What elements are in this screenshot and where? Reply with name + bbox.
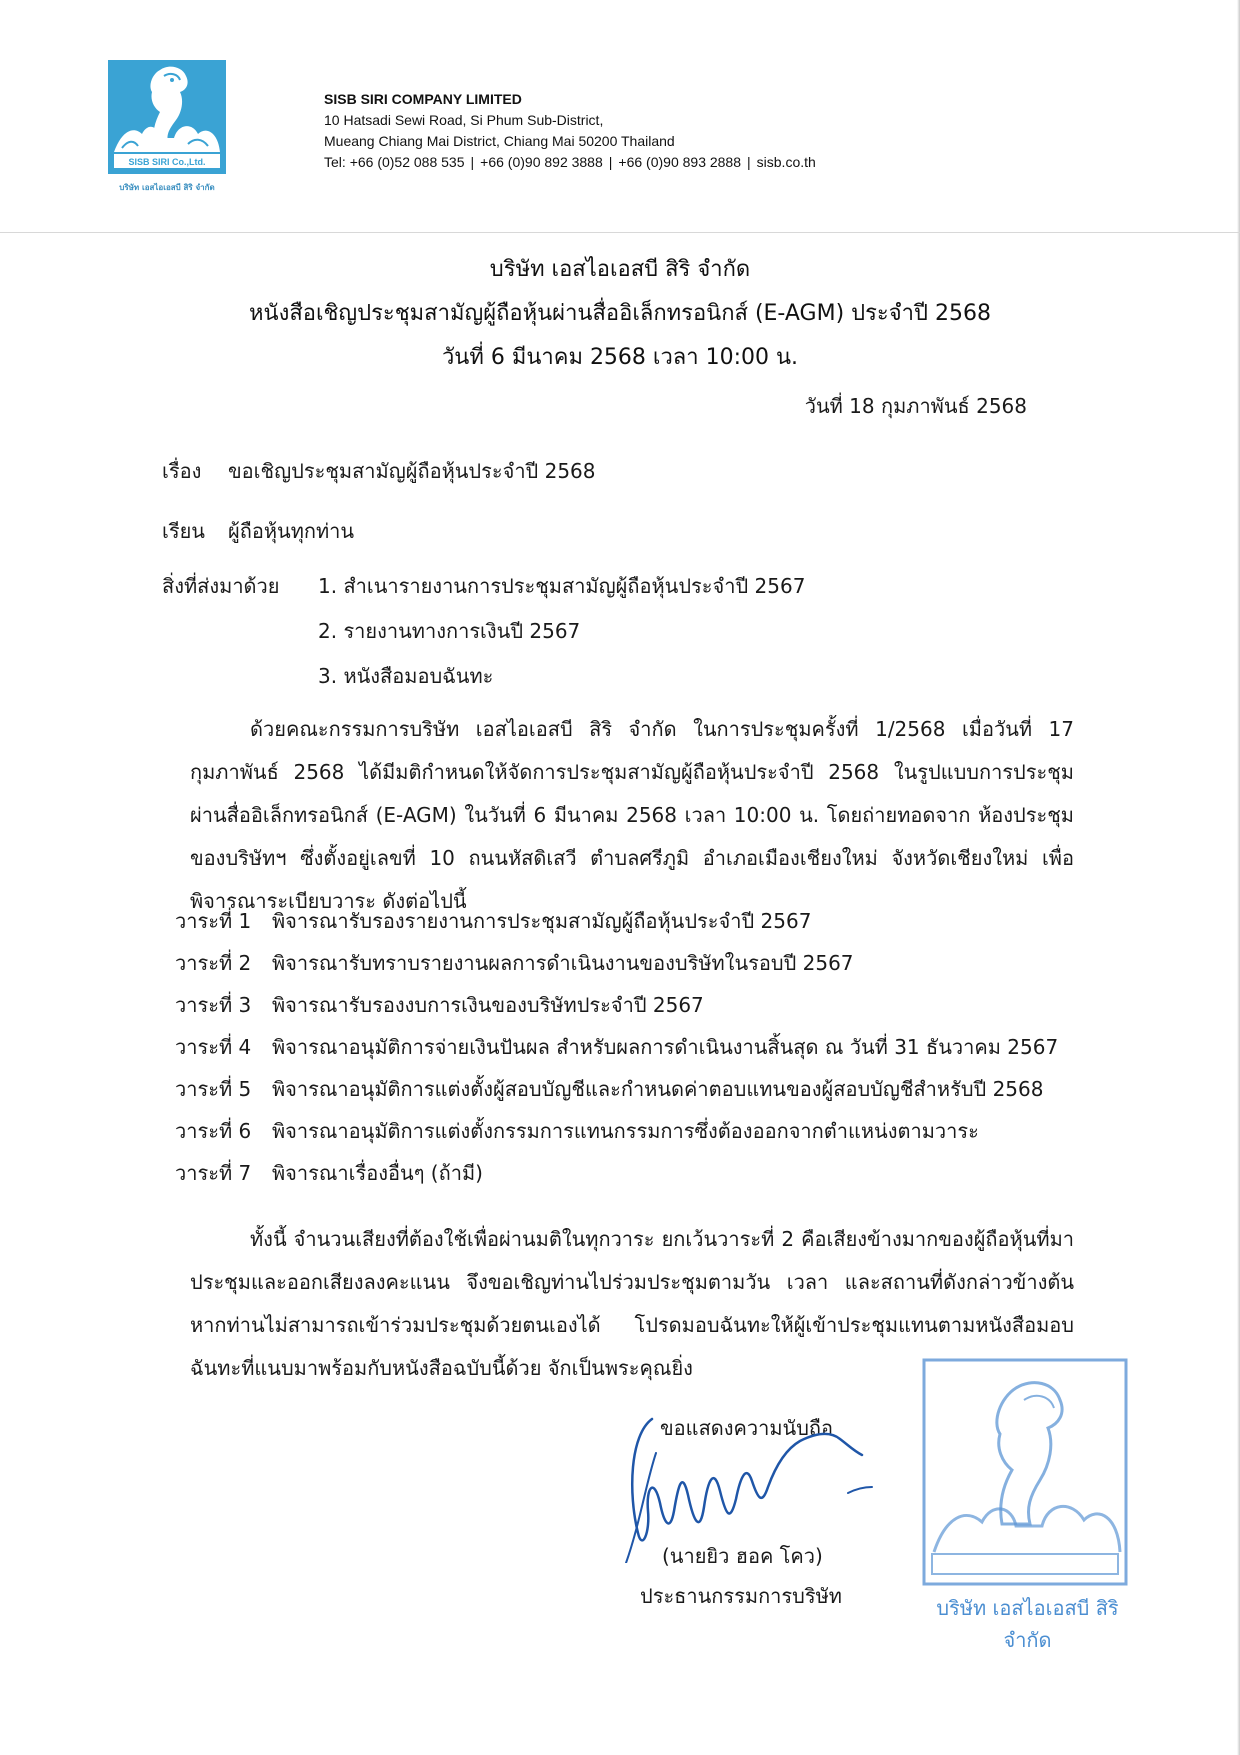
to-text: ผู้ถือหุ้นทุกท่าน — [228, 519, 355, 543]
agenda-text: พิจารณาอนุมัติการแต่งตั้งผู้สอบบัญชีและกำหนดค่าตอบแทนของผู้สอบบัญชีสำหรับปี 2568 — [272, 1077, 1044, 1101]
agenda-text: พิจารณาอนุมัติการแต่งตั้งกรรมการแทนกรรมการซึ่งต้องออกจากตำแหน่งตามวาระ — [272, 1119, 979, 1143]
phone-3: +66 (0)90 893 2888 — [618, 154, 742, 170]
letterhead-divider — [0, 232, 1240, 233]
agenda-no: วาระที่ 4 — [175, 1035, 252, 1059]
phone-1: +66 (0)52 088 535 — [349, 154, 465, 170]
subject-label: เรื่อง — [162, 459, 202, 483]
agenda-text: พิจารณารับรองรายงานการประชุมสามัญผู้ถือหุ้นประจำปี 2567 — [272, 909, 812, 933]
signatory-title: ประธานกรรมการบริษัท — [640, 1584, 842, 1608]
agenda-text: พิจารณาเรื่องอื่นๆ (ถ้ามี) — [272, 1161, 483, 1185]
company-name: SISB SIRI COMPANY LIMITED — [324, 91, 522, 107]
address-line-2: Mueang Chiang Mai District, Chiang Mai 50200 Thailand — [324, 133, 675, 149]
title-subject: หนังสือเชิญประชุมสามัญผู้ถือหุ้นผ่านสื่ออิเล็กทรอนิกส์ (E-AGM) ประจำปี 2568 — [249, 301, 991, 326]
company-stamp — [920, 1356, 1130, 1588]
signatory-name: (นายยิว ฮอค โคว) — [662, 1544, 823, 1568]
enclosures-label: สิ่งที่ส่งมาด้วย — [162, 574, 280, 598]
agenda-text: พิจารณาอนุมัติการจ่ายเงินปันผล สำหรับผลการดำเนินงานสิ้นสุด ณ วันที่ 31 ธันวาคม 2567 — [272, 1035, 1059, 1059]
title-company: บริษัท เอสไอเอสบี สิริ จำกัด — [489, 257, 751, 282]
enclosure-item: 2. รายงานทางการเงินปี 2567 — [318, 619, 581, 643]
subject-text: ขอเชิญประชุมสามัญผู้ถือหุ้นประจำปี 2568 — [228, 459, 596, 483]
tel-label: Tel: — [324, 154, 346, 170]
website: sisb.co.th — [756, 154, 816, 170]
body-paragraph-1 — [190, 708, 1074, 923]
phone-2: +66 (0)90 892 3888 — [480, 154, 603, 170]
agenda-text: พิจารณารับทราบรายงานผลการดำเนินงานของบริษัทในรอบปี 2567 — [272, 951, 854, 975]
para2-text: ทั้งนี้ จำนวนเสียงที่ต้องใช้เพื่อผ่านมติในทุกวาระ ยกเว้นวาระที่ 2 คือเสียงข้างมากของผู้ถือหุ้นที่มาประชุมและออกเสียงลงคะแนน จึงขอเชิญท่านไปร่วมประชุมตามวัน เวลา และสถานที่ดังกล่าวข้างต้น หากท่านไม่สามารถเข้าร่วมประชุมด้วยตนเองได้ โปรดมอบฉันทะให้ผู้เข้าประชุมแทนตามหนังสือมอบฉันทะที่แนบมาพร้อมกับหนังสือฉบับนี้ด้วย จักเป็นพระคุณยิ่ง — [190, 1227, 1074, 1380]
address-line-1: 10 Hatsadi Sewi Road, Si Phum Sub-District, — [324, 112, 604, 128]
agenda-no: วาระที่ 3 — [175, 993, 252, 1017]
company-info — [324, 89, 816, 173]
company-logo — [108, 60, 226, 174]
title-meeting-date: วันที่ 6 มีนาคม 2568 เวลา 10:00 น. — [441, 345, 799, 370]
letter-date: วันที่ 18 กุมภาพันธ์ 2568 — [804, 394, 1027, 418]
agenda-no: วาระที่ 7 — [175, 1161, 252, 1185]
agenda-no: วาระที่ 6 — [175, 1119, 252, 1143]
enclosure-item: 1. สำเนารายงานการประชุมสามัญผู้ถือหุ้นประจำปี 2567 — [318, 574, 806, 598]
logo-caption: บริษัท เอสไอเอสบี สิริ จำกัด — [119, 183, 215, 192]
agenda-text: พิจารณารับรองงบการเงินของบริษัทประจำปี 2567 — [272, 993, 704, 1017]
agenda-no: วาระที่ 2 — [175, 951, 252, 975]
to-label: เรียน — [162, 519, 205, 543]
enclosure-item: 3. หนังสือมอบฉันทะ — [318, 664, 494, 688]
stamp-caption: บริษัท เอสไอเอสบี สิริ จำกัด — [936, 1596, 1119, 1652]
closing-text: ขอแสดงความนับถือ — [660, 1416, 834, 1440]
para1-text: ด้วยคณะกรรมการบริษัท เอสไอเอสบี สิริ จำกัด ในการประชุมครั้งที่ 1/2568 เมื่อวันที่ 17 กุมภาพันธ์ 2568 ได้มีมติกำหนดให้จัดการประชุมสามัญผู้ถือหุ้นประจำปี 2568 ในรูปแบบการประชุมผ่านสื่ออิเล็กทรอนิกส์ (E-AGM) ในวันที่ 6 มีนาคม 2568 เวลา 10:00 น. โดยถ่ายทอดจาก ห้องประชุมของบริษัทฯ ซึ่งตั้งอยู่เลขที่ 10 ถนนหัสดิเสวี ตำบลศรีภูมิ อำเภอเมืองเชียงใหม่ จังหวัดเชียงใหม่ เพื่อพิจารณาระเบียบวาระ ดังต่อไปนี้ — [190, 717, 1074, 913]
agenda-no: วาระที่ 5 — [175, 1077, 252, 1101]
agenda-no: วาระที่ 1 — [175, 909, 252, 933]
contact-line: Tel: +66 (0)52 088 535 | +66 (0)90 892 3888 | +66 (0)90 893 2888 | sisb.co.th — [324, 154, 816, 170]
logo-text: SISB SIRI Co.,Ltd. — [128, 157, 206, 167]
